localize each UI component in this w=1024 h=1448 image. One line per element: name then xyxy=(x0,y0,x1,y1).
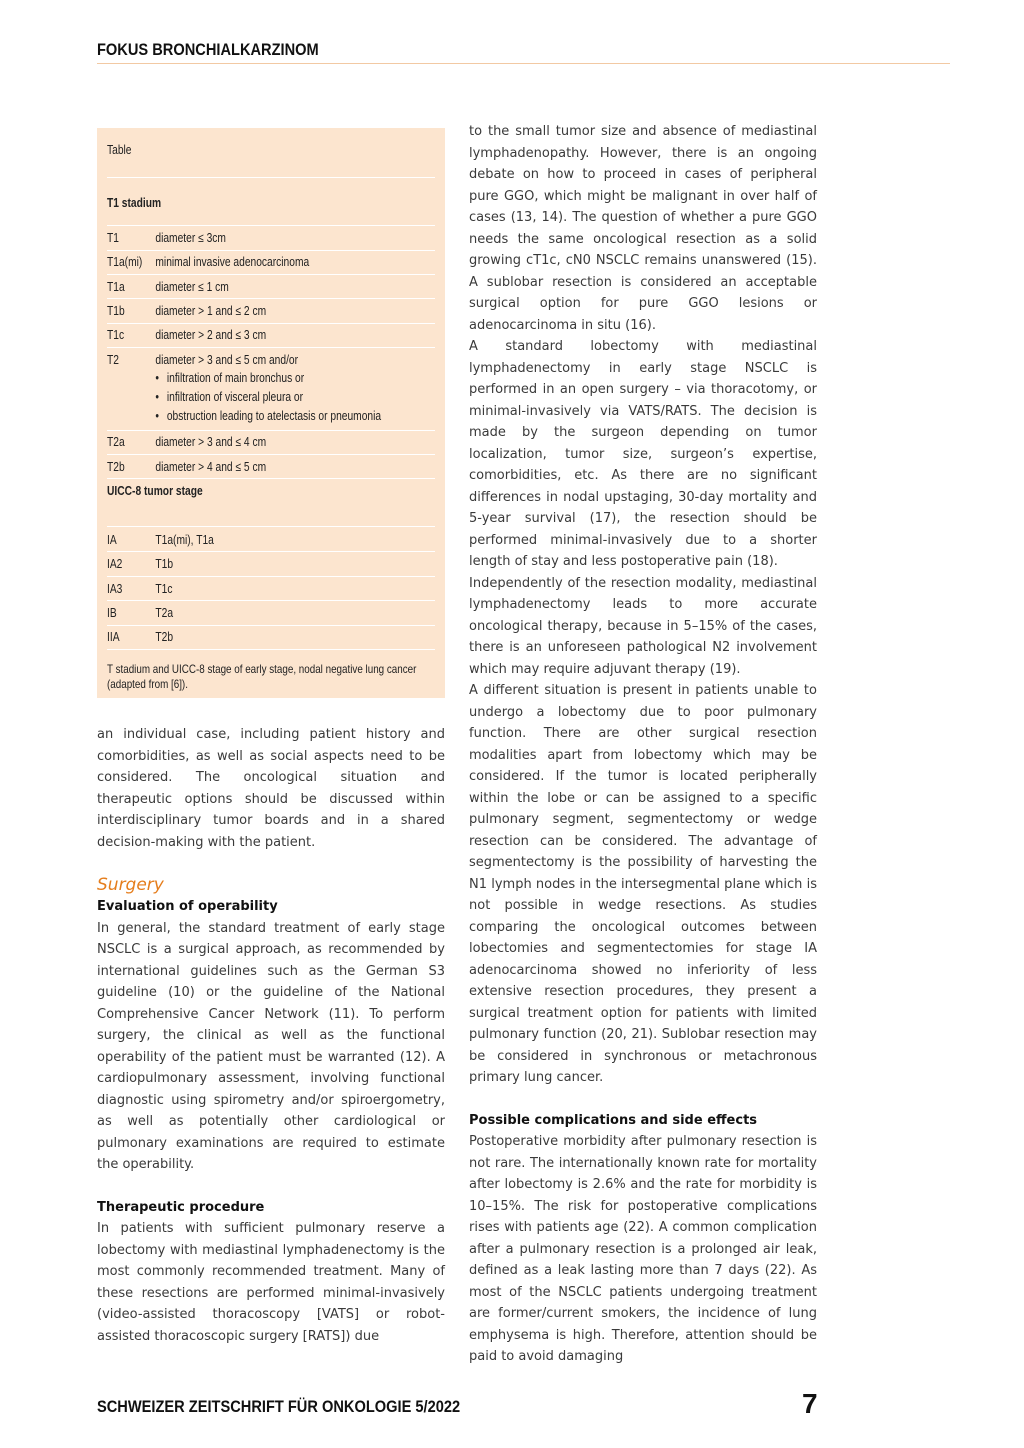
table-caption: T stadium and UICC-8 stage of early stage, nodal negative lung cancer (adapted from [6]). xyxy=(107,662,417,691)
row-value: T1a(mi), T1a xyxy=(155,533,214,547)
row-value: diameter > 3 and ≤ 4 cm xyxy=(155,435,267,449)
table-divider xyxy=(107,649,435,650)
bullet-item: • infiltration of main bronchus or xyxy=(155,369,381,388)
right-column xyxy=(469,121,817,1368)
row-value: minimal invasive adenocarcinoma xyxy=(155,255,310,269)
body-paragraph: In patients with sufficient pulmonary reserve a lobectomy with mediastinal lymphadenectomy is the most commonly recommended treatment. Many of these resections are performed minimal-invasively (video-assisted thoracoscopy [VATS] or robot-assisted thoracoscopic surgery [RATS]) due xyxy=(97,1221,445,1344)
table-section-title-uicc: UICC-8 tumor stage xyxy=(107,484,203,498)
journal-footer: SCHWEIZER ZEITSCHRIFT FÜR ONKOLOGIE 5/2022 xyxy=(97,1397,461,1416)
row-key: IA3 xyxy=(107,582,123,596)
table-label: Table xyxy=(107,143,132,157)
table-divider xyxy=(107,625,435,626)
section-title: Surgery xyxy=(97,875,164,895)
row-key: IB xyxy=(107,606,117,620)
left-column xyxy=(97,724,445,1347)
row-value: diameter > 2 and ≤ 3 cm xyxy=(155,328,267,342)
row-key: T1a(mi) xyxy=(107,255,143,269)
t-stage-table xyxy=(97,128,445,698)
row-value: diameter > 4 and ≤ 5 cm xyxy=(155,460,267,474)
row-value: T2a xyxy=(155,606,174,620)
table-divider xyxy=(107,478,435,479)
table-divider xyxy=(107,298,435,299)
row-key: IA2 xyxy=(107,557,123,571)
subheading: Therapeutic procedure xyxy=(97,1199,265,1215)
subheading: Possible complications and side effects xyxy=(469,1112,758,1128)
table-divider xyxy=(107,430,435,431)
table-divider xyxy=(107,454,435,455)
table-divider xyxy=(107,551,435,552)
body-paragraph: to the small tumor size and absence of mediastinal lymphadenopathy. However, there is an ongoing debate on how to proceed in cases of peripheral pure GGO, which might be malignant in over half of cases (13, 14). The question of whether a pure GGO needs the same oncological resection as a solid growing cT1c, cN0 NSCLC remains unanswered (15). A sublobar resection is considered an acceptable surgical option for pure GGO lesions or adenocarcinoma in situ (16). xyxy=(469,124,817,333)
row-key: IIA xyxy=(107,630,120,644)
row-key: T2b xyxy=(107,460,125,474)
table-divider xyxy=(107,323,435,324)
table-divider xyxy=(107,177,435,178)
table-divider xyxy=(107,347,435,348)
bullet-item: • infiltration of visceral pleura or xyxy=(155,388,381,407)
table-divider xyxy=(107,225,435,226)
running-header: FOKUS BRONCHIALKARZINOM xyxy=(97,40,319,59)
body-paragraph: an individual case, including patient history and comorbidities, as well as social aspects need to be considered. The oncological situation and therapeutic options should be discussed within interdisciplinary tumor boards and in a shared decision-making with the patient. xyxy=(97,727,445,850)
row-key: T1c xyxy=(107,328,125,342)
body-paragraph: Independently of the resection modality, mediastinal lymphadenectomy leads to more accurate oncological therapy, because in 5–15% of the cases, there is an unforeseen pathological N2 involvement which may require adjuvant therapy (19). xyxy=(469,575,817,677)
row-bullet-list xyxy=(155,369,381,426)
header-rule xyxy=(97,63,950,64)
row-value: T1b xyxy=(155,557,174,571)
row-value: T1c xyxy=(155,582,173,596)
row-value: diameter > 1 and ≤ 2 cm xyxy=(155,304,267,318)
row-value: diameter > 3 and ≤ 5 cm and/or xyxy=(155,353,299,367)
row-value: diameter ≤ 3cm xyxy=(155,231,226,245)
body-paragraph: Postoperative morbidity after pulmonary resection is not rare. The internationally known rate for mortality after lobectomy is 2.6% and the rate for morbidity is 10–15%. The risk for postoperative complications rises with patients age (22). A common complication after a pulmonary resection is a prolonged air leak, defined as a leak lasting more than 7 days (22). As most of the NSCLC patients undergoing treatment are former/current smokers, the incidence of lung emphysema is high. Therefore, attention should be paid to avoid damaging xyxy=(469,1134,817,1364)
bullet-item: • obstruction leading to atelectasis or pneumonia xyxy=(155,407,381,426)
row-value: T2b xyxy=(155,630,174,644)
row-key: T2a xyxy=(107,435,125,449)
table-divider xyxy=(107,600,435,601)
body-paragraph: A different situation is present in patients unable to undergo a lobectomy due to poor pulmonary function. There are other surgical resection modalities apart from lobectomy which may be considered. If the tumor is located peripherally within the lobe or can be assigned to a specific pulmonary segment, segmentectomy or wedge resection can be considered. The advantage of segmentectomy is the possibility of harvesting the N1 lymph nodes in the intersegmental plane which is not possible in wedge resections. As studies comparing the oncological outcomes between lobectomies and segmentectomies for stage IA adenocarcinoma showed no inferiority of less extensive resection procedures, they present a surgical treatment option for patients with limited pulmonary function (20, 21). Sublobar resection may be considered in synchronous or metachronous primary lung cancer. xyxy=(469,683,817,1085)
row-key: T1a xyxy=(107,280,125,294)
subheading: Evaluation of operability xyxy=(97,899,278,914)
row-key: T1b xyxy=(107,304,125,318)
table-section-title-t1: T1 stadium xyxy=(107,196,162,210)
table-divider xyxy=(107,526,435,527)
row-key: T2 xyxy=(107,353,119,367)
table-divider xyxy=(107,250,435,251)
row-key: T1 xyxy=(107,231,119,245)
body-paragraph: In general, the standard treatment of early stage NSCLC is a surgical approach, as recommended by international guidelines such as the German S3 guideline (10) or the guideline of the National Comprehensive Cancer Network (11). To perform surgery, the clinical as well as the functional operability of the patient must be warranted (12). A cardiopulmonary assessment, involving functional diagnostic using spirometry and/or spiroergometry, as well as potentially other cardiological or pulmonary examinations are required to estimate the operability. xyxy=(97,920,445,1172)
table-divider xyxy=(107,274,435,275)
table-divider xyxy=(107,576,435,577)
row-value-multiline xyxy=(155,351,381,426)
row-value: diameter ≤ 1 cm xyxy=(155,280,229,294)
row-key: IA xyxy=(107,533,117,547)
body-paragraph: A standard lobectomy with mediastinal lymphadenectomy in early stage NSCLC is performed in an open surgery – via thoracotomy, or minimal-invasively via VATS/RATS. The decision is made by the surgeon depending on tumor localization, tumor size, surgeon’s expertise, comorbidities, etc. As there are no significant differences in nodal upstaging, 30-day mortality and 5-year survival (17), the resection should be performed minimal-invasively due to a shorter length of stay and less postoperative pain (18). xyxy=(469,339,817,569)
page-number: 7 xyxy=(802,1388,818,1419)
